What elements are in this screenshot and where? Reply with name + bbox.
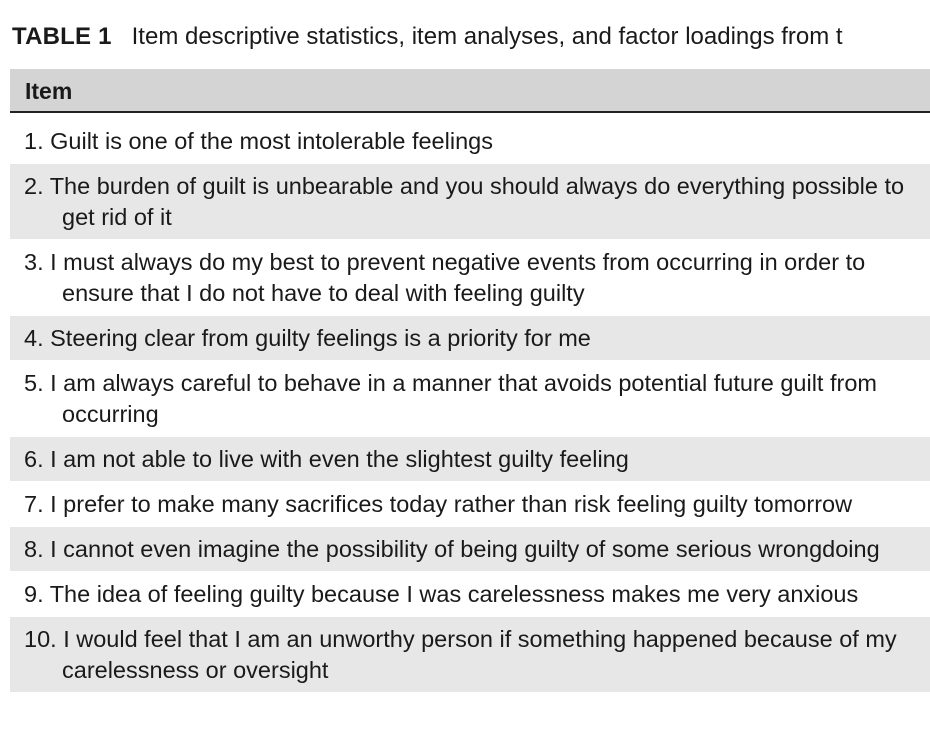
table-label: TABLE 1 xyxy=(12,23,112,50)
table-body xyxy=(10,119,930,693)
table-row-item-7: 7. I prefer to make many sacrifices today rather than risk feeling guilty tomorrow xyxy=(10,482,930,527)
table-row-item-3: 3. I must always do my best to prevent negative events from occurring in order to ensure that I do not have to deal with feeling guilty xyxy=(10,240,930,316)
table-row-item-4: 4. Steering clear from guilty feelings is a priority for me xyxy=(10,316,930,361)
item-table xyxy=(10,69,930,693)
table-row-item-8: 8. I cannot even imagine the possibility of being guilty of some serious wrongdoing xyxy=(10,527,930,572)
table-row-item-9: 9. The idea of feeling guilty because I was carelessness makes me very anxious xyxy=(10,572,930,617)
table-row-item-2: 2. The burden of guilt is unbearable and you should always do everything possible to get rid of it xyxy=(10,164,930,240)
table-row-item-6: 6. I am not able to live with even the slightest guilty feeling xyxy=(10,437,930,482)
table-caption xyxy=(12,20,930,54)
table-caption-text: Item descriptive statistics, item analyses, and factor loadings from t xyxy=(131,23,843,50)
table-row-item-5: 5. I am always careful to behave in a manner that avoids potential future guilt from occurring xyxy=(10,361,930,437)
column-header-item: Item xyxy=(10,69,930,113)
table-row-item-10: 10. I would feel that I am an unworthy person if something happened because of my carelessness or oversight xyxy=(10,617,930,693)
table-row-item-1: 1. Guilt is one of the most intolerable feelings xyxy=(10,119,930,164)
